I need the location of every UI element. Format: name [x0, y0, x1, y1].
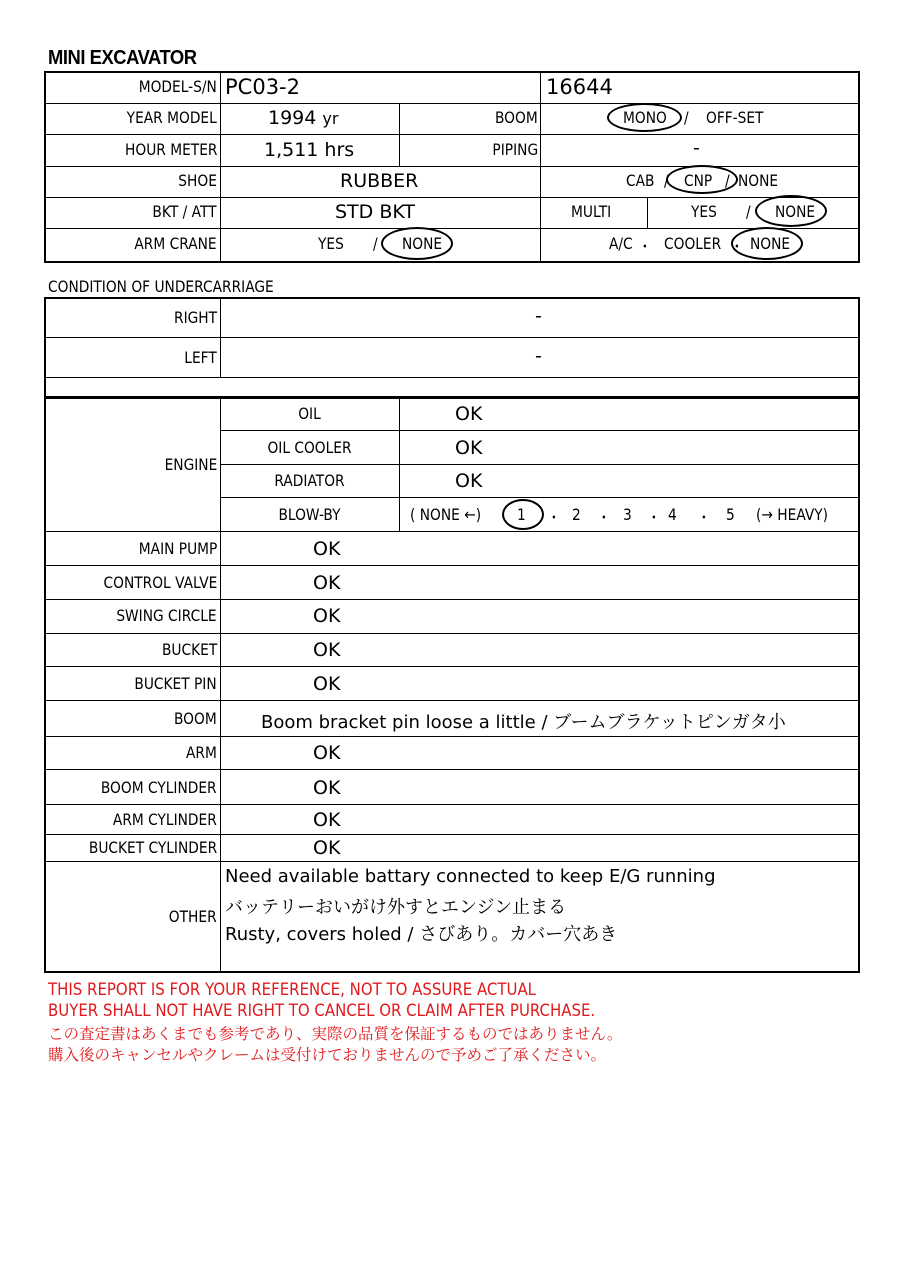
engine-cooler-label: OIL COOLER: [267, 438, 352, 457]
multi-label: MULTI: [571, 202, 612, 221]
undercarriage-heading: CONDITION OF UNDERCARRIAGE: [48, 277, 274, 296]
blowby-level-2: 2: [572, 505, 581, 524]
disclaimer-en-2: BUYER SHALL NOT HAVE RIGHT TO CANCEL OR CLAIM AFTER PURCHASE.: [48, 1001, 596, 1021]
boom-option-mono: MONO: [623, 108, 667, 127]
boom-type-label: BOOM: [495, 108, 538, 127]
armcrane-option-sep: /: [373, 234, 378, 253]
blowby-level-5: 5: [726, 505, 735, 524]
blowby-dot-2: ・: [597, 508, 611, 527]
bucket-cylinder-value: OK: [313, 837, 341, 859]
cab-selected-circle: [666, 165, 738, 194]
boom-selected-circle: [607, 103, 682, 132]
blowby-level-3: 3: [623, 505, 632, 524]
boom-cylinder-label: BOOM CYLINDER: [101, 778, 217, 797]
other-line-3: Rusty, covers holed / さびあり。カバー穴あき: [225, 924, 618, 945]
model-value: PC03-2: [225, 75, 300, 99]
undercarriage-right-label: RIGHT: [173, 308, 217, 327]
disclaimer-en-1: THIS REPORT IS FOR YOUR REFERENCE, NOT TO ASSURE ACTUAL: [48, 980, 537, 1000]
cab-option-cab: CAB: [626, 171, 655, 190]
undercarriage-left-value: -: [535, 345, 542, 367]
swing-circle-label: SWING CIRCLE: [116, 606, 217, 625]
multi-option-none: NONE: [775, 202, 816, 221]
main-pump-label: MAIN PUMP: [138, 539, 217, 558]
year-unit: yr: [322, 109, 339, 128]
ac-option-none: NONE: [750, 234, 791, 253]
blowby-end: (→ HEAVY): [756, 505, 829, 524]
boom-value: Boom bracket pin loose a little / ブームブラケットピンガタ小: [261, 712, 786, 733]
blowby-dot-1: ・: [547, 508, 561, 527]
blowby-dot-4: ・: [697, 508, 711, 527]
other-line-1: Need available battary connected to keep E/G running: [225, 866, 716, 887]
ac-option-dot2: ・: [730, 237, 744, 256]
year-number: 1994: [268, 107, 317, 129]
disclaimer-jp-2: 購入後のキャンセルやクレームは受付けておりませんので予めご了承ください。: [48, 1046, 607, 1064]
armcrane-option-none: NONE: [402, 234, 443, 253]
boom-label: BOOM: [174, 709, 217, 728]
cab-option-sep1: /: [664, 171, 669, 190]
undercarriage-left-label: LEFT: [184, 348, 217, 367]
armcrane-selected-circle: [381, 227, 453, 260]
undercarriage-table: [44, 297, 860, 398]
blowby-selected-circle: [502, 499, 544, 530]
main-pump-value: OK: [313, 538, 341, 560]
engine-label: ENGINE: [164, 455, 217, 474]
bucket-pin-label: BUCKET PIN: [134, 674, 217, 693]
ac-option-cooler: COOLER: [664, 234, 722, 253]
undercarriage-right-value: -: [535, 305, 542, 327]
year-model-label: YEAR MODEL: [126, 108, 217, 127]
arm-cylinder-label: ARM CYLINDER: [113, 810, 217, 829]
other-line-2: バッテリーおいがけ外すとエンジン止まる: [225, 897, 567, 918]
swing-circle-value: OK: [313, 605, 341, 627]
disclaimer-jp-1: この査定書はあくまでも参考であり、実際の品質を保証するものではありません。: [48, 1025, 623, 1043]
boom-option-offset: OFF-SET: [706, 108, 764, 127]
ac-option-ac: A/C: [609, 234, 633, 253]
arm-value: OK: [313, 742, 341, 764]
hour-meter-label: HOUR METER: [124, 140, 217, 159]
blowby-start: ( NONE ←): [410, 505, 482, 524]
arm-label: ARM: [186, 743, 217, 762]
ac-selected-circle: [731, 227, 803, 260]
bkt-att-label: BKT / ATT: [152, 202, 217, 221]
cab-option-cnp: CNP: [684, 171, 713, 190]
shoe-label: SHOE: [178, 171, 217, 190]
boom-cylinder-value: OK: [313, 777, 341, 799]
engine-blowby-label: BLOW-BY: [278, 505, 341, 524]
serial-value: 16644: [546, 75, 613, 99]
bucket-value: OK: [313, 639, 341, 661]
control-valve-value: OK: [313, 572, 341, 594]
arm-cylinder-value: OK: [313, 809, 341, 831]
blowby-dot-3: ・: [647, 508, 661, 527]
cab-option-none: NONE: [738, 171, 779, 190]
piping-label: PIPING: [492, 140, 538, 159]
engine-oil-value: OK: [455, 403, 483, 425]
engine-radiator-value: OK: [455, 470, 483, 492]
engine-radiator-label: RADIATOR: [274, 471, 345, 490]
engine-cooler-value: OK: [455, 437, 483, 459]
bucket-pin-value: OK: [313, 673, 341, 695]
other-label: OTHER: [169, 907, 217, 926]
armcrane-option-yes: YES: [318, 234, 344, 253]
bkt-value: STD BKT: [335, 201, 415, 223]
blowby-level-4: 4: [668, 505, 677, 524]
bucket-cylinder-label: BUCKET CYLINDER: [88, 838, 217, 857]
multi-option-yes: YES: [691, 202, 717, 221]
control-valve-label: CONTROL VALVE: [103, 573, 217, 592]
ac-option-dot1: ・: [638, 237, 652, 256]
hour-meter-value: 1,511 hrs: [264, 139, 355, 161]
boom-option-sep: /: [684, 108, 689, 127]
arm-crane-label: ARM CRANE: [134, 234, 217, 253]
multi-selected-circle: [755, 195, 827, 227]
model-sn-label: MODEL-S/N: [138, 77, 217, 96]
page-title: MINI EXCAVATOR: [48, 47, 197, 69]
piping-value: -: [693, 137, 700, 159]
bucket-label: BUCKET: [161, 640, 217, 659]
blowby-level-1: 1: [517, 505, 526, 524]
engine-oil-label: OIL: [298, 404, 321, 423]
cab-option-sep2: /: [725, 171, 730, 190]
year-value: [268, 107, 338, 129]
multi-option-sep: /: [746, 202, 751, 221]
shoe-value: RUBBER: [340, 170, 419, 192]
